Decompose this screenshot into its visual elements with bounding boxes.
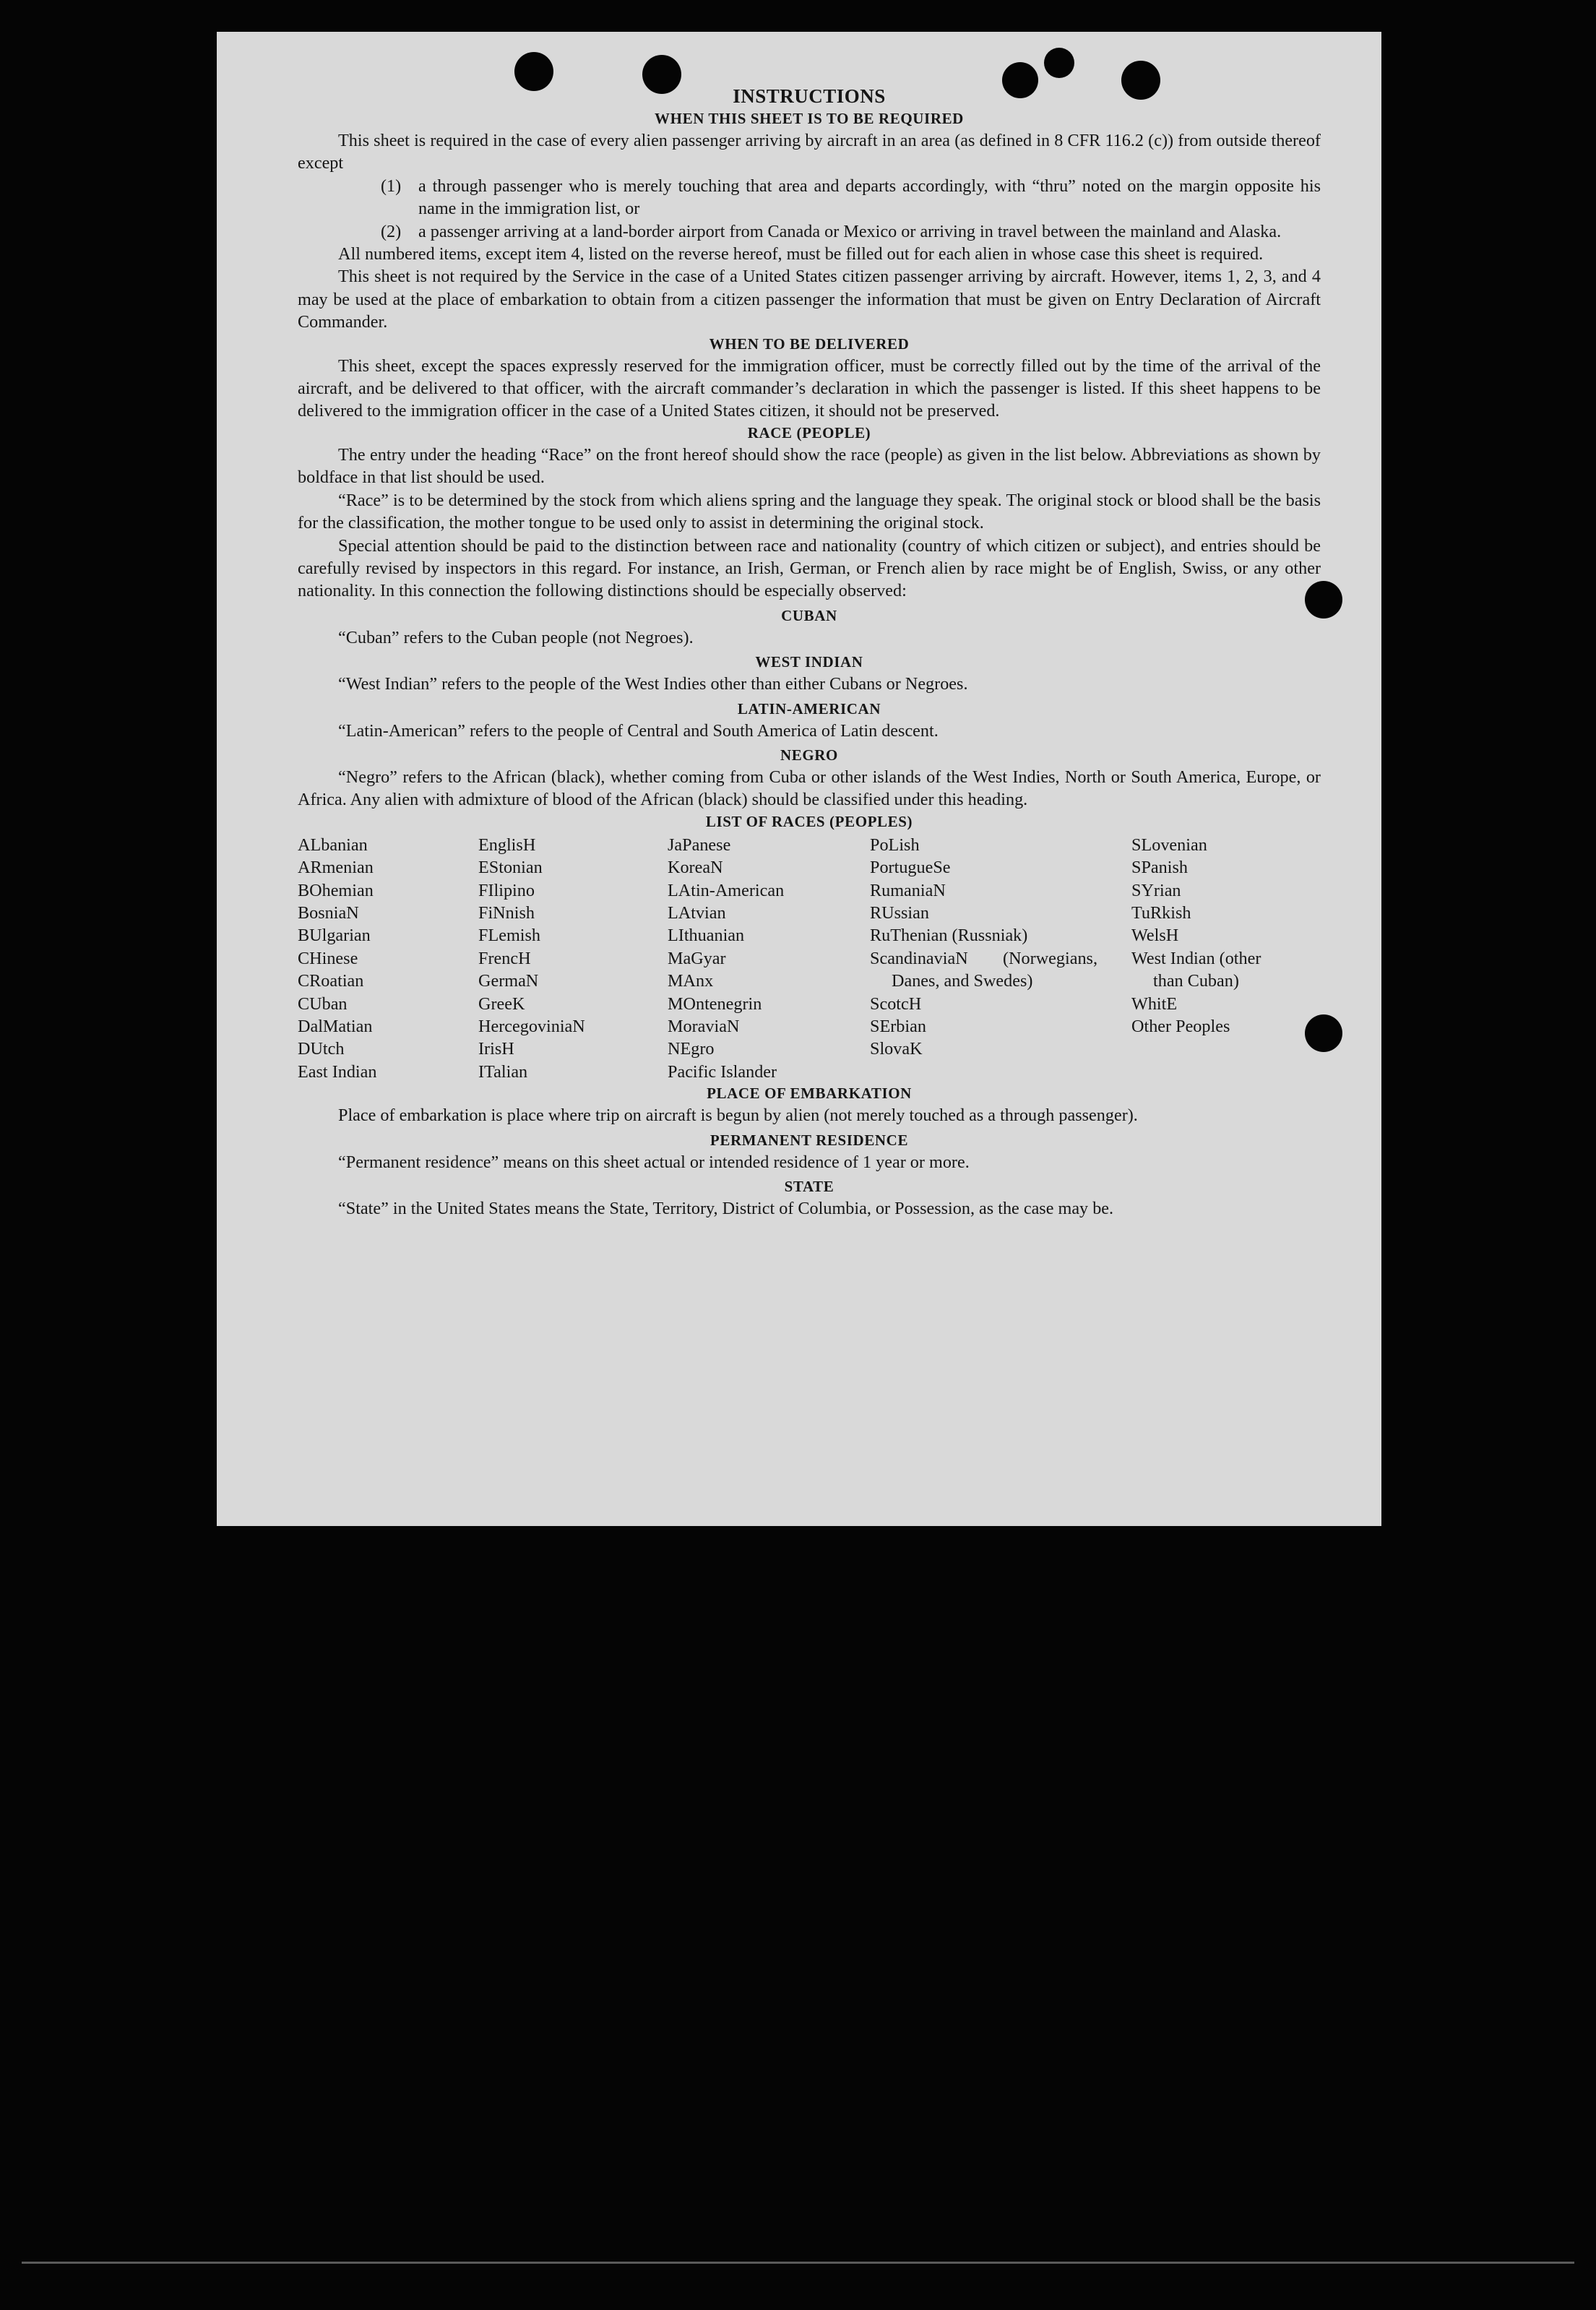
- race-entry: WhitE: [1131, 994, 1178, 1014]
- race-entry: GreeK: [478, 994, 525, 1014]
- section-heading: PLACE OF EMBARKATION: [707, 1085, 912, 1103]
- race-entry: HercegoviniaN: [478, 1017, 585, 1036]
- race-entry: RUssian: [870, 902, 929, 923]
- race-entry: LAtin-American: [668, 880, 785, 900]
- race-entry: LAtvian: [668, 902, 726, 923]
- item-number: (1): [381, 176, 402, 196]
- race-entry: FLemish: [478, 926, 541, 946]
- race-entry: GermaN: [478, 971, 539, 991]
- punch-hole: [1305, 1014, 1342, 1052]
- paragraph: “Latin-American” refers to the people of Central and South America of Latin descent.: [338, 720, 939, 741]
- race-entry: SLovenian: [1131, 835, 1207, 855]
- paragraph: “West Indian” refers to the people of the West Indies other than either Cubans or Negroes.: [338, 674, 968, 694]
- race-entry: MAnx: [668, 971, 714, 991]
- paragraph: All numbered items, except item 4, listed on the reverse hereof, must be filled out for each alien in whose case this sheet is required.: [338, 244, 1264, 264]
- section-heading: LATIN-AMERICAN: [737, 699, 881, 717]
- race-entry: EStonian: [478, 858, 543, 878]
- section-heading: STATE: [784, 1178, 834, 1196]
- punch-hole: [1305, 581, 1342, 619]
- race-entry: FrencH: [478, 948, 531, 968]
- race-entry: FIlipino: [478, 880, 535, 900]
- section-heading: WHEN TO BE DELIVERED: [709, 335, 910, 353]
- race-entry: ITalian: [478, 1061, 528, 1082]
- race-entry: NEgro: [668, 1039, 715, 1059]
- paragraph: “Race” is to be determined by the stock from which aliens spring and the language they speak. The original stock or blood shall be the basis for the classification, the mother tongue to be used only to assist in determining the original stock.: [298, 490, 1321, 533]
- race-entry: CHinese: [298, 948, 358, 968]
- race-entry: ScotcH: [870, 994, 922, 1014]
- paragraph: Place of embarkation is place where trip on aircraft is begun by alien (not merely touched as a through passenger).: [338, 1106, 1138, 1126]
- race-entry: BUlgarian: [298, 926, 371, 946]
- race-entry: DUtch: [298, 1039, 345, 1059]
- race-entry: ScandinaviaN (Norwegians, Danes, and Swedes): [870, 948, 1097, 991]
- punch-hole: [1121, 61, 1160, 100]
- race-entry: SPanish: [1131, 858, 1188, 878]
- list-item: [298, 175, 1321, 220]
- race-entry: ALbanian: [298, 835, 368, 855]
- races-column: [668, 834, 870, 1083]
- punch-hole: [642, 55, 681, 94]
- race-entry: Pacific Islander: [668, 1061, 777, 1082]
- item-number: (2): [381, 221, 402, 241]
- section-heading: RACE (PEOPLE): [747, 423, 871, 441]
- section-heading: LIST OF RACES (PEOPLES): [705, 812, 913, 830]
- race-entry: JaPanese: [668, 835, 731, 855]
- race-entry: LIthuanian: [668, 926, 745, 946]
- races-column: [1131, 834, 1321, 1083]
- race-entry: SErbian: [870, 1017, 926, 1036]
- races-list: [298, 834, 1321, 1083]
- paragraph: “Permanent residence” means on this sheet actual or intended residence of 1 year or more.: [338, 1152, 970, 1172]
- paragraph: This sheet, except the spaces expressly reserved for the immigration officer, must be correctly filled out by the time of the arrival of the aircraft, and be delivered to that officer, with the aircraft commander’s declaration in which the passenger is listed. If this sheet happens to be delivered to the immigration officer in the case of a United States citizen, it should not be preserved.: [298, 355, 1321, 421]
- race-entry: BosniaN: [298, 902, 359, 923]
- race-entry: West Indian (other: [1131, 948, 1261, 968]
- race-entry: PoLish: [870, 835, 920, 855]
- race-entry: SYrian: [1131, 880, 1181, 900]
- scan-artifact-line: [22, 2262, 1574, 2264]
- item-text: a passenger arriving at a land-border airport from Canada or Mexico or arriving in travel between the mainland and Alaska.: [418, 221, 1282, 241]
- race-entry: IrisH: [478, 1039, 514, 1059]
- race-entry: WelsH: [1131, 926, 1179, 946]
- paragraph: The entry under the heading “Race” on the front hereof should show the race (people) as given in the list below. Abbreviations as shown by boldface in that list should be used.: [298, 444, 1321, 488]
- race-entry: MaGyar: [668, 948, 726, 968]
- punch-hole: [1002, 62, 1038, 98]
- punch-hole: [1044, 48, 1074, 78]
- race-entry: RuThenian (Russniak): [870, 926, 1028, 946]
- race-entry: SlovaK: [870, 1039, 923, 1059]
- race-entry: ARmenian: [298, 858, 374, 878]
- race-entry: MOntenegrin: [668, 994, 762, 1014]
- race-entry: CRoatian: [298, 971, 364, 991]
- document-title: INSTRUCTIONS: [733, 85, 886, 107]
- section-heading: NEGRO: [780, 746, 838, 764]
- paragraph: Special attention should be paid to the distinction between race and nationality (country of which citizen or subject), and entries should be carefully revised by inspectors in this regard. For instance, an Irish, German, or French alien by race might be of English, Swiss, or any other nationality. In this connection the following distinctions should be especially observed:: [298, 535, 1321, 601]
- race-entry: East Indian: [298, 1061, 377, 1082]
- paragraph: “State” in the United States means the State, Territory, District of Columbia, or Possession, as the case may be.: [338, 1199, 1114, 1219]
- race-entry: TuRkish: [1131, 902, 1191, 923]
- section-heading: WHEN THIS SHEET IS TO BE REQUIRED: [655, 110, 964, 127]
- instruction-sheet: [217, 32, 1381, 1526]
- section-heading: PERMANENT RESIDENCE: [709, 1131, 909, 1149]
- race-entry: than Cuban): [1153, 971, 1239, 991]
- race-entry: FiNnish: [478, 902, 535, 923]
- section-heading: CUBAN: [781, 606, 837, 624]
- race-entry: KoreaN: [668, 858, 723, 878]
- paragraph: This sheet is not required by the Service in the case of a United States citizen passenger arriving by aircraft. However, items 1, 2, 3, and 4 may be used at the place of embarkation to obtain from a citizen passenger the information that must be given on Entry Declaration of Aircraft Commander.: [298, 267, 1321, 332]
- race-entry: BOhemian: [298, 880, 374, 900]
- race-entry: RumaniaN: [870, 880, 946, 900]
- paragraph: “Negro” refers to the African (black), whether coming from Cuba or other islands of the West Indies, North or South America, Europe, or Africa. Any alien with admixture of blood of the African (black) should be classified under this heading.: [298, 767, 1321, 810]
- race-entry: Other Peoples: [1131, 1017, 1230, 1036]
- punch-hole: [514, 52, 553, 91]
- paragraph: This sheet is required in the case of every alien passenger arriving by aircraft in an area (as defined in 8 CFR 116.2 (c)) from outside thereof except: [298, 131, 1321, 173]
- race-entry: DalMatian: [298, 1017, 373, 1036]
- list-item: [298, 220, 1321, 243]
- races-column: [870, 834, 1131, 1083]
- race-entry: MoraviaN: [668, 1017, 740, 1036]
- race-entry: CUban: [298, 994, 348, 1014]
- races-column: [478, 834, 668, 1083]
- race-entry: EnglisH: [478, 835, 536, 855]
- race-entry: PortugueSe: [870, 858, 951, 878]
- races-column: [298, 834, 478, 1083]
- item-text: a through passenger who is merely touching that area and departs accordingly, with “thru” noted on the margin opposite his name in the immigration list, or: [418, 176, 1321, 219]
- section-heading: WEST INDIAN: [755, 653, 863, 671]
- paragraph: “Cuban” refers to the Cuban people (not Negroes).: [338, 627, 694, 647]
